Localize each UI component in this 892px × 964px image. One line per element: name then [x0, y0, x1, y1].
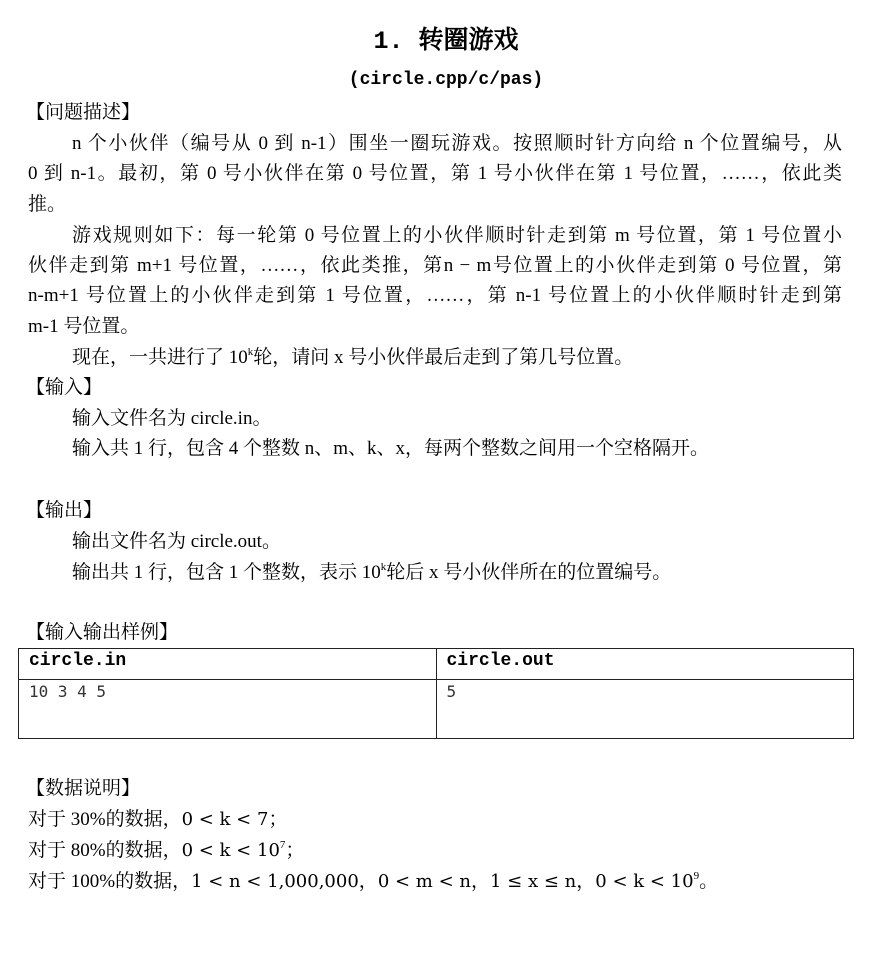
sample-table — [18, 648, 854, 739]
section-heading-input: 【输入】 — [26, 377, 103, 398]
question-line — [72, 346, 633, 370]
problem-filenames: (circle.cpp/c/pas) — [348, 70, 544, 90]
output-text: 输出共 1 行，包含 1 个整数，表示 10 — [72, 562, 381, 583]
section-heading-data: 【数据说明】 — [26, 778, 141, 799]
rules-line: 伙伴走到第 m+1 号位置，……，依此类推，第n − m号位置上的小伙伴走到第 0 号位置，第 — [28, 255, 842, 276]
output-text: 轮后 x 号小伙伴所在的位置编号。 — [386, 562, 672, 583]
punct: 。 — [699, 871, 719, 892]
section-heading-sample: 【输入输出样例】 — [26, 622, 179, 643]
rules-line: n-m+1 号位置上的小伙伴走到第 1 号位置，……，第 n-1 号位置上的小伙伴顺时针走到第 — [28, 285, 842, 306]
sample-output-value: 5 — [436, 680, 854, 739]
punct: ， — [358, 871, 378, 892]
problem-number: 1. — [373, 27, 404, 56]
sample-header-input: circle.in — [19, 649, 437, 680]
sample-input-value: 10 3 4 5 — [19, 680, 437, 739]
constraint-label: 对于 80%的数据， — [28, 840, 182, 861]
exponent: 9 — [693, 870, 700, 882]
rules-line: m-1 号位置。 — [28, 316, 140, 337]
output-filename-line: 输出文件名为 circle.out。 — [72, 531, 281, 552]
description-line: n 个小伙伴（编号从 0 到 n-1）围坐一圈玩游戏。按照顺时针方向给 n 个位置编号，从 — [72, 133, 842, 154]
sample-header-output: circle.out — [436, 649, 854, 680]
sample-row — [19, 680, 854, 739]
constraint-line-100 — [28, 870, 718, 894]
constraint-line-80 — [28, 839, 304, 863]
constraint-math: 0 < k < 7 — [181, 809, 269, 830]
punct: ， — [470, 871, 490, 892]
input-format-line: 输入共 1 行，包含 4 个整数 n、m、k、x，每两个整数之间用一个空格隔开。 — [72, 438, 710, 459]
exponent-k: k — [380, 561, 387, 573]
problem-name: 转圈游戏 — [418, 25, 519, 54]
constraint-label: 对于 30%的数据， — [28, 809, 182, 830]
constraint-math-k: 0 < k < 10 — [595, 871, 694, 892]
constraint-math: 0 < k < 10 — [181, 840, 280, 861]
description-line: 0 到 n-1。最初，第 0 号小伙伴在第 0 号位置，第 1 号小伙伴在第 1 号位置，……，依此类 — [28, 163, 842, 184]
constraint-line-30 — [28, 808, 287, 832]
section-heading-description: 【问题描述】 — [26, 102, 141, 123]
constraint-label: 对于 100%的数据， — [28, 871, 192, 892]
question-text: 轮，请问 x 号小伙伴最后走到了第几号位置。 — [253, 347, 634, 368]
punct: ； — [285, 840, 305, 861]
punct: ； — [268, 809, 288, 830]
output-format-line — [72, 561, 671, 585]
punct: ， — [576, 871, 596, 892]
exponent: 7 — [279, 839, 286, 851]
constraint-math-n: 1 < n < 1,000,000 — [191, 871, 359, 892]
question-text: 现在，一共进行了 10 — [72, 347, 248, 368]
input-filename-line: 输入文件名为 circle.in。 — [72, 408, 272, 429]
section-heading-output: 【输出】 — [26, 500, 103, 521]
sample-header-row — [19, 649, 854, 680]
problem-title — [0, 20, 892, 56]
exponent-k: k — [247, 346, 254, 358]
constraint-math-x: 1 ≤ x ≤ n — [490, 871, 577, 892]
constraint-math-m: 0 < m < n — [377, 871, 471, 892]
rules-line: 游戏规则如下：每一轮第 0 号位置上的小伙伴顺时针走到第 m 号位置，第 1 号位置小 — [72, 225, 842, 246]
description-line: 推。 — [28, 194, 67, 215]
